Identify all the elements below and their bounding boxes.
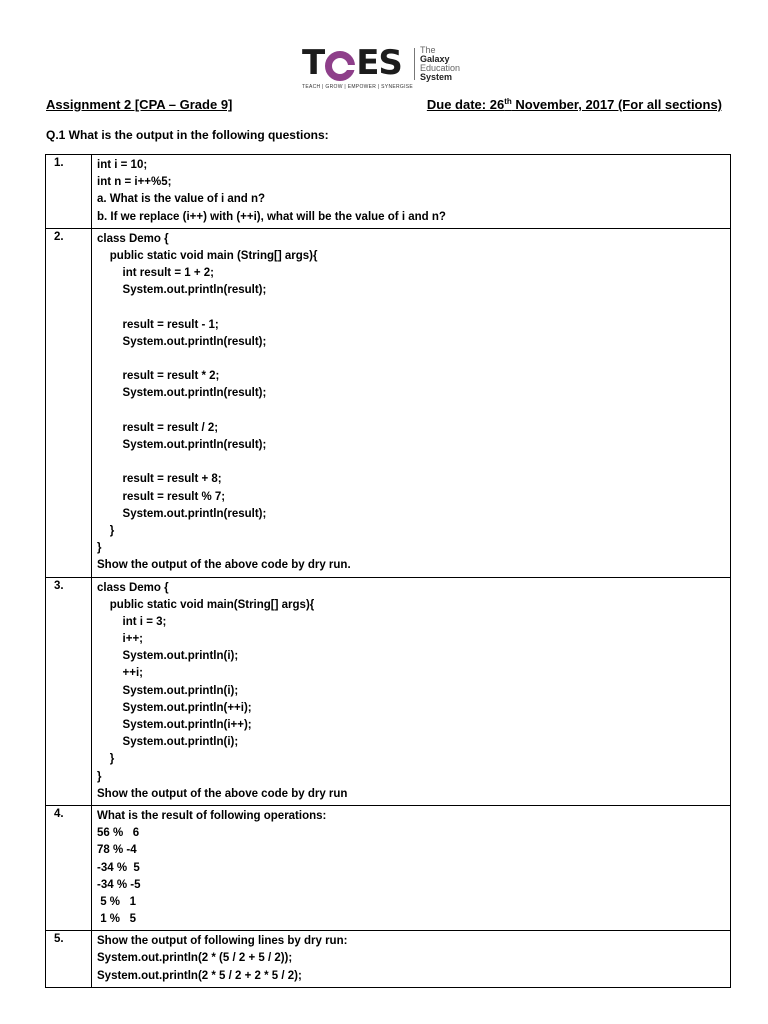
- question-line: System.out.println(result);: [97, 335, 267, 348]
- question-line: a. What is the value of i and n?: [97, 193, 266, 206]
- logo-divider: [414, 48, 415, 80]
- logo-letters-es: ES: [356, 43, 402, 83]
- question-line: result = result * 2;: [97, 370, 220, 383]
- question-row: [46, 931, 731, 988]
- question-line: System.out.println(result);: [97, 439, 267, 451]
- question-body: [92, 931, 731, 988]
- question-heading: Q.1 What is the output in the following questions:: [46, 128, 329, 142]
- logo-wordmark: [302, 44, 402, 82]
- question-line: System.out.println(i++);: [97, 719, 252, 731]
- question-row: [46, 228, 731, 577]
- question-line: }: [97, 770, 102, 783]
- logo-sub-line: Education: [420, 63, 461, 73]
- due-date: [427, 97, 722, 112]
- question-line: i++;: [97, 633, 144, 646]
- question-line: System.out.println(result);: [97, 387, 267, 400]
- question-line: Show the output of following lines by dry run:: [97, 935, 348, 948]
- question-body: [92, 805, 731, 930]
- tges-logo: [302, 44, 472, 96]
- question-body: [92, 228, 731, 577]
- question-line: System.out.println(2 * (5 / 2 + 5 / 2));: [97, 952, 293, 965]
- due-date-prefix: Due date: 26: [426, 97, 505, 112]
- question-line: int n = i++%5;: [97, 176, 172, 189]
- assignment-title: Assignment 2 [CPA – Grade 9]: [46, 97, 233, 112]
- question-row: [46, 805, 731, 930]
- question-line: int result = 1 + 2;: [97, 267, 214, 280]
- question-line: }: [97, 542, 102, 555]
- questions-table: [45, 154, 731, 988]
- logo-g-ring-icon: [325, 51, 355, 81]
- question-body: [92, 155, 731, 229]
- question-line: Show the output of the above code by dry run: [97, 787, 348, 800]
- question-line: result = result - 1;: [97, 318, 219, 331]
- question-line: result = result / 2;: [97, 421, 219, 434]
- question-line: int i = 10;: [97, 159, 148, 171]
- question-line: class Demo {: [97, 232, 169, 245]
- question-line: int i = 3;: [97, 615, 167, 628]
- logo-subtitle: [420, 46, 460, 82]
- question-line: 56 % 6: [97, 827, 140, 840]
- question-line: class Demo {: [97, 581, 169, 594]
- question-line: System.out.println(i);: [97, 650, 239, 663]
- question-number: 2.: [46, 228, 92, 577]
- question-line: [97, 300, 730, 317]
- question-line: 78 % -4: [97, 844, 137, 857]
- question-line: }: [97, 524, 115, 537]
- question-line: 5 % 1: [97, 895, 136, 908]
- question-line: b. If we replace (i++) with (++i), what will be the value of i and n?: [97, 210, 446, 223]
- question-number: 1.: [46, 155, 92, 229]
- question-line: System.out.println(result);: [97, 284, 267, 297]
- question-line: result = result % 7;: [97, 490, 226, 503]
- due-date-sup: th: [504, 97, 512, 106]
- question-line: [97, 351, 730, 368]
- question-row: [46, 155, 731, 229]
- logo-letter-t: T: [302, 43, 325, 83]
- question-line: }: [97, 753, 115, 766]
- question-line: 1 % 5: [97, 913, 136, 926]
- logo-tagline: TEACH | GROW | EMPOWER | SYNERGISE: [302, 84, 414, 90]
- question-line: Show the output of the above code by dry run.: [97, 559, 351, 572]
- question-line: System.out.println(result);: [97, 507, 267, 520]
- question-line: [97, 454, 730, 471]
- question-line: What is the result of following operations:: [97, 809, 327, 822]
- logo-sub-line: Galaxy: [420, 54, 450, 64]
- question-body: [92, 577, 731, 805]
- question-line: System.out.println(++i);: [97, 701, 252, 714]
- question-row: [46, 577, 731, 805]
- question-line: System.out.println(2 * 5 / 2 + 2 * 5 / 2);: [97, 969, 302, 982]
- question-line: [97, 403, 730, 420]
- question-line: System.out.println(i);: [97, 684, 239, 697]
- question-line: public static void main (String[] args){: [97, 249, 318, 262]
- question-line: result = result + 8;: [97, 473, 222, 486]
- question-number: 4.: [46, 805, 92, 930]
- question-line: ++i;: [97, 667, 144, 680]
- question-number: 5.: [46, 931, 92, 988]
- logo-sub-line: System: [420, 72, 453, 82]
- due-date-suffix: November, 2017 (For all sections): [511, 97, 722, 112]
- question-line: public static void main(String[] args){: [97, 598, 315, 611]
- question-line: System.out.println(i);: [97, 736, 239, 749]
- question-number: 3.: [46, 577, 92, 805]
- logo-sub-line: The: [420, 45, 436, 55]
- question-line: -34 % -5: [97, 878, 141, 891]
- question-line: -34 % 5: [97, 861, 140, 874]
